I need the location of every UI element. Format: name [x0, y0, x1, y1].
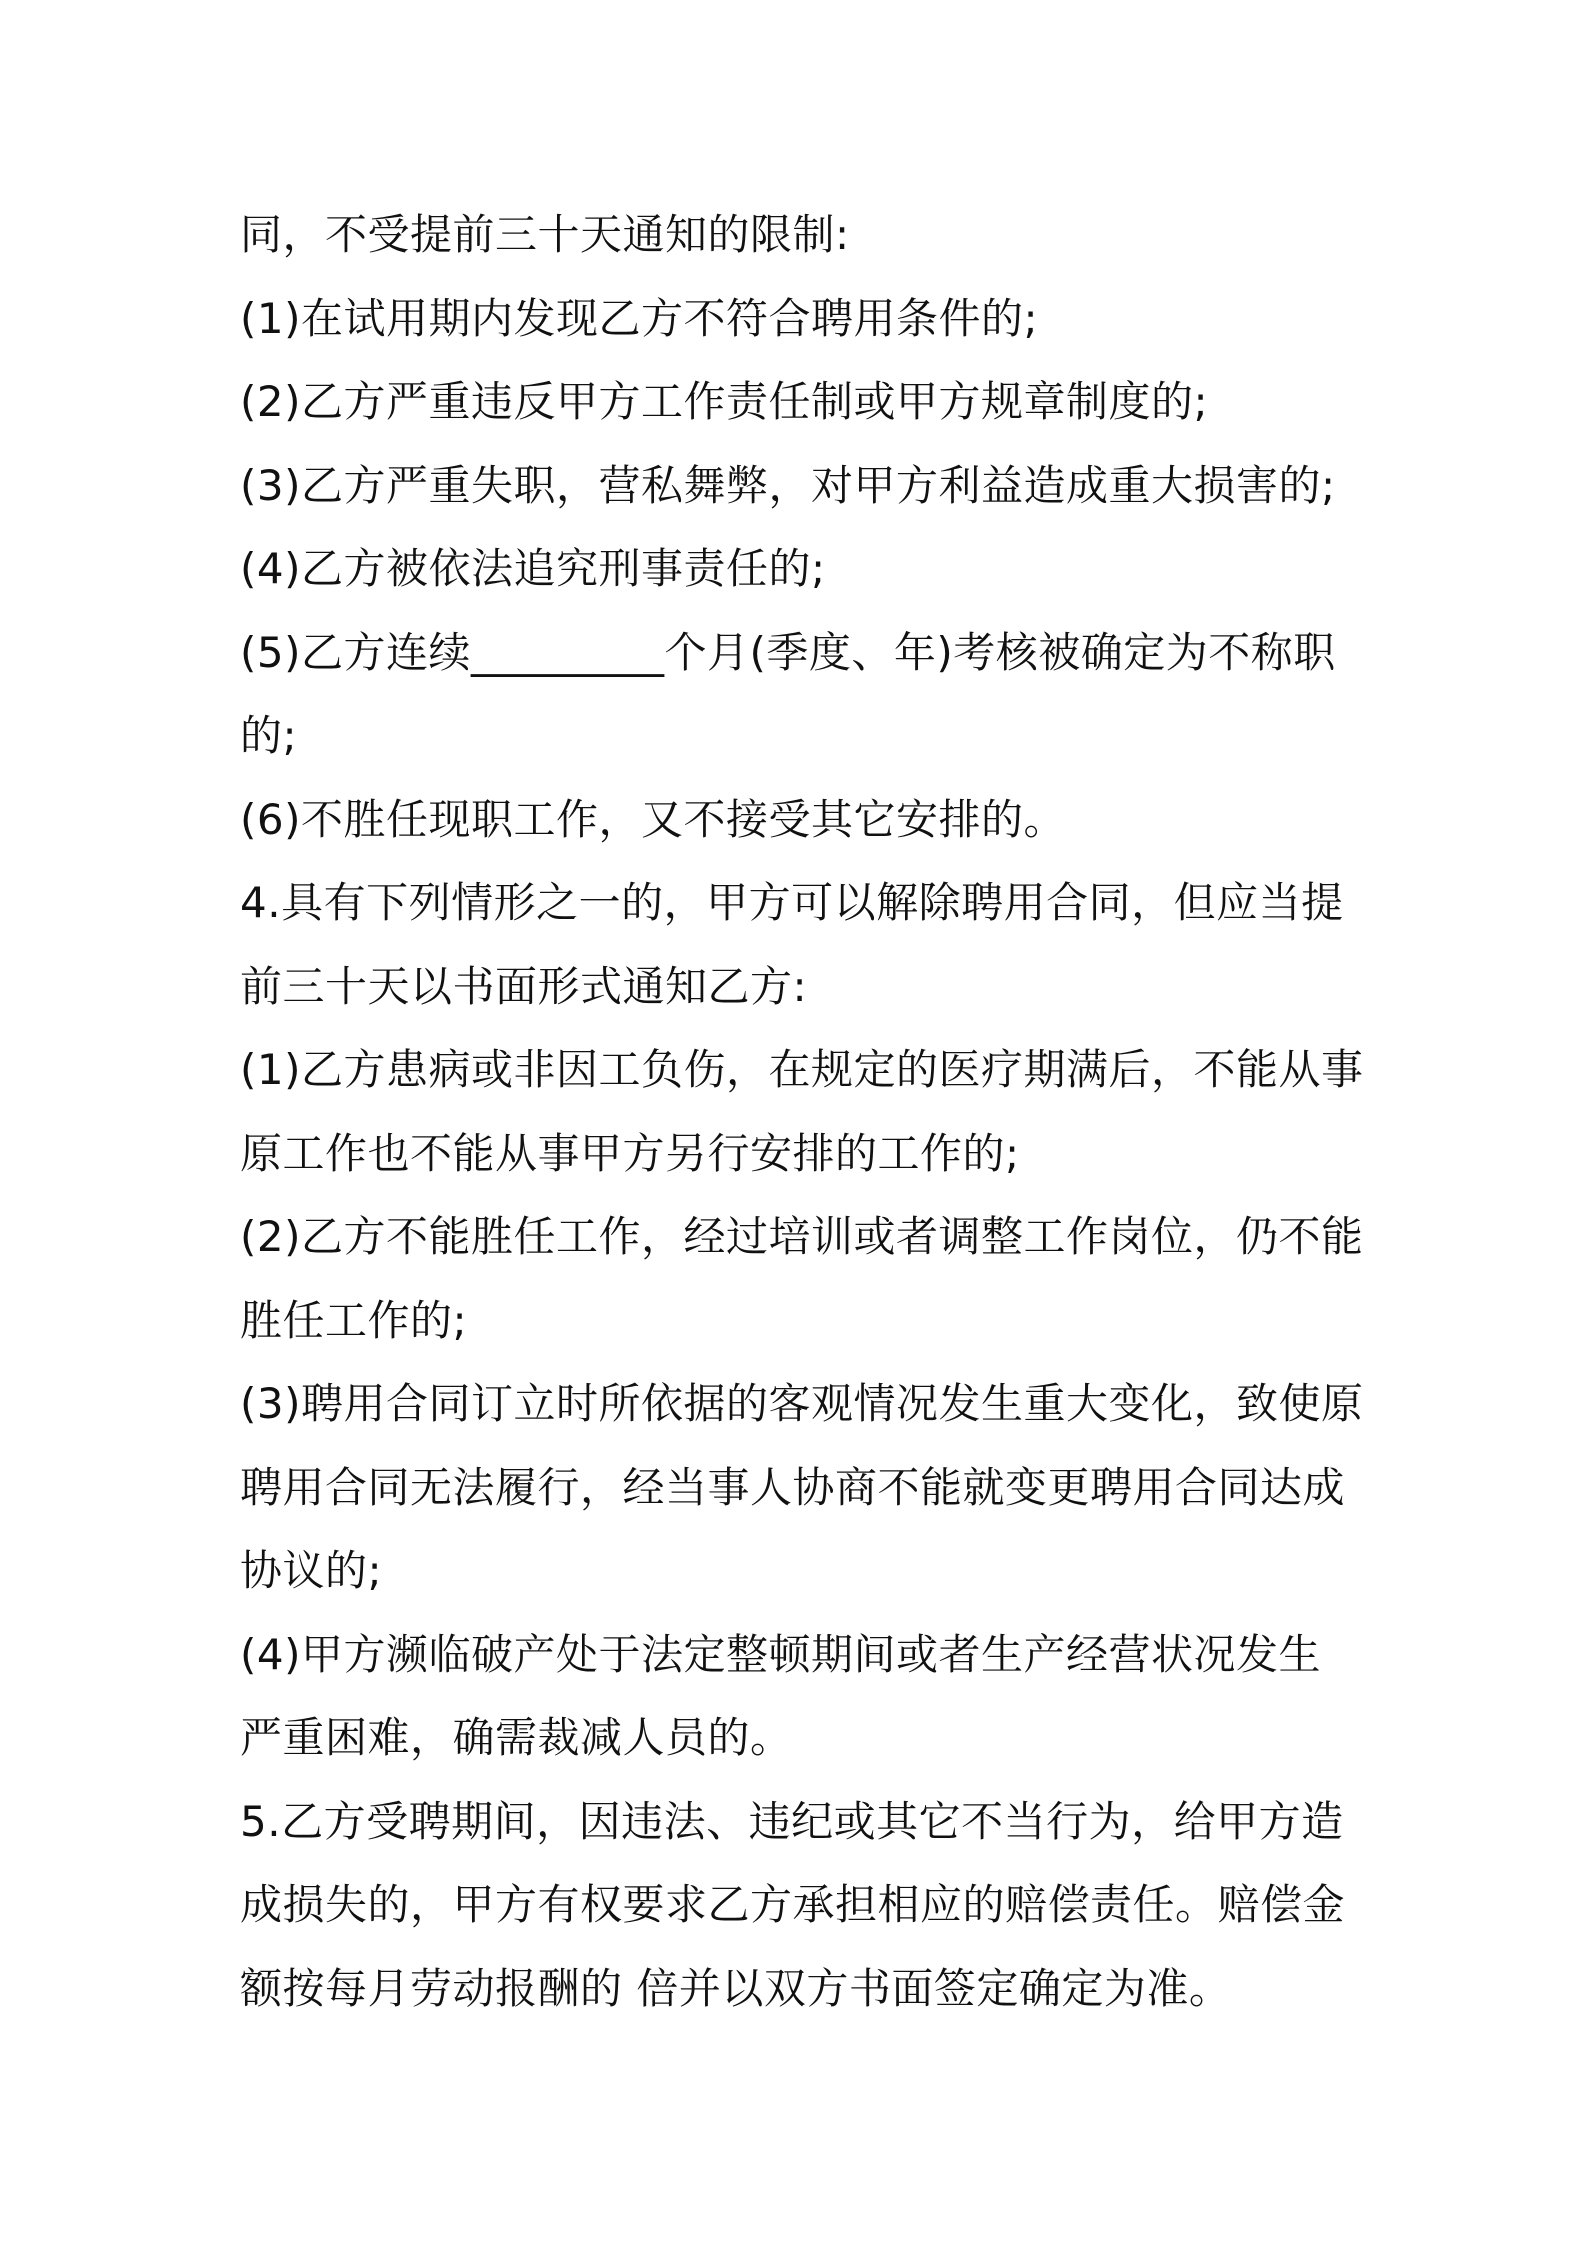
text-line: 严重困难，确需裁减人员的。	[240, 1713, 793, 1762]
text-line: 协议的;	[240, 1546, 383, 1595]
text-line: (1)在试用期内发现乙方不符合聘用条件的;	[240, 293, 1039, 343]
text-line: (3)乙方严重失职，营私舞弊，对甲方利益造成重大损害的;	[240, 460, 1336, 510]
text-line: (2)乙方严重违反甲方工作责任制或甲方规章制度的;	[240, 377, 1209, 426]
text-line: 的;	[240, 711, 298, 760]
text-line: 成损失的，甲方有权要求乙方承担相应的赔偿责任。赔偿金	[240, 1880, 1346, 1929]
text-line: 4.具有下列情形之一的，甲方可以解除聘用合同，但应当提	[240, 878, 1344, 927]
text-line: (3)聘用合同订立时所依据的客观情况发生重大变化，致使原	[240, 1379, 1364, 1428]
text-line: 前三十天以书面形式通知乙方:	[240, 961, 808, 1011]
text-line: 5.乙方受聘期间，因违法、违纪或其它不当行为，给甲方造	[240, 1796, 1344, 1846]
text-line: 同，不受提前三十天通知的限制:	[240, 210, 850, 259]
text-line: (6)不胜任现职工作，又不接受其它安排的。	[240, 794, 1066, 844]
text-line: (4)甲方濒临破产处于法定整顿期间或者生产经营状况发生	[240, 1629, 1321, 1679]
contract-text-body	[240, 193, 1364, 2030]
text-line: (5)乙方连续_________个月(季度、年)考核被确定为不称职	[240, 627, 1336, 677]
text-line: 聘用合同无法履行，经当事人协商不能就变更聘用合同达成	[240, 1462, 1346, 1512]
text-line: 原工作也不能从事甲方另行安排的工作的;	[240, 1128, 1020, 1178]
text-line: (2)乙方不能胜任工作，经过培训或者调整工作岗位，仍不能	[240, 1212, 1364, 1261]
text-line: (1)乙方患病或非因工负伤，在规定的医疗期满后，不能从事	[240, 1045, 1364, 1094]
text-line: 胜任工作的;	[240, 1295, 468, 1345]
text-line: 额按每月劳动报酬的 倍并以双方书面签定确定为准。	[240, 1963, 1232, 2013]
text-line: (4)乙方被依法追究刑事责任的;	[240, 544, 826, 593]
